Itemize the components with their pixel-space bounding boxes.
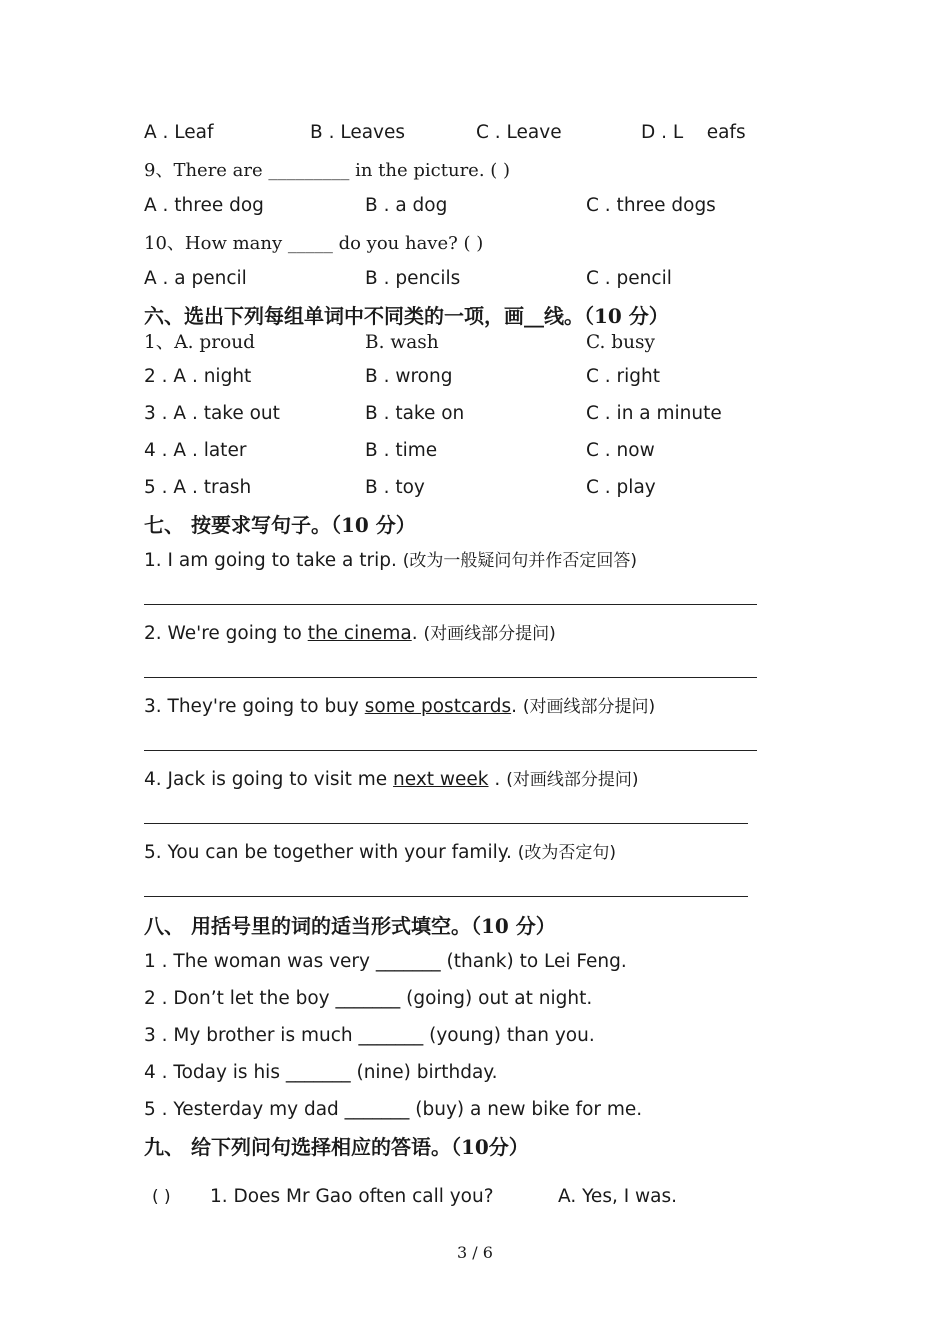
- s6-row5-b: B . toy: [365, 477, 425, 498]
- q10-option-c: C . pencil: [586, 268, 672, 289]
- s6-row5-a: 5 . A . trash: [144, 477, 252, 498]
- s7-q1-note: (改为一般疑问句并作否定回答): [402, 551, 638, 571]
- section8-title: 八、 用括号里的词的适当形式填空。（10 分）: [144, 914, 556, 938]
- s7-q2: [144, 622, 556, 646]
- s7-q2-pre: 2. We're going to: [144, 623, 308, 644]
- q8-option-b: B . Leaves: [310, 122, 406, 143]
- s7-q2-answer-line[interactable]: [144, 677, 757, 678]
- s6-row3-a: 3 . A . take out: [144, 403, 280, 424]
- s6-row1-a: 1、A. proud: [144, 332, 255, 353]
- s7-q4-underlined: next week: [393, 769, 489, 790]
- s6-row5-c: C . play: [586, 477, 656, 498]
- s6-row1-b: B. wash: [365, 332, 439, 353]
- s8-item-3: 3 . My brother is much _______ (young) than you.: [144, 1025, 595, 1046]
- q9-option-c: C . three dogs: [586, 195, 716, 216]
- s8-item-5: 5 . Yesterday my dad _______ (buy) a new bike for me.: [144, 1099, 643, 1120]
- s7-q4-answer-line[interactable]: [144, 823, 748, 824]
- s7-q3-post: .: [511, 696, 523, 717]
- s7-q1-answer-line[interactable]: [144, 604, 757, 605]
- q9-option-a: A . three dog: [144, 195, 264, 216]
- s6-row2-a: 2 . A . night: [144, 366, 252, 387]
- s7-q4-pre: 4. Jack is going to visit me: [144, 769, 394, 790]
- s7-q2-note: (对画线部分提问): [423, 624, 556, 644]
- q10-stem: 10、How many _____ do you have? ( ): [144, 233, 484, 254]
- s6-row4-a: 4 . A . later: [144, 440, 247, 461]
- q8-option-a: A . Leaf: [144, 122, 214, 143]
- s7-q2-underlined: the cinema: [307, 623, 412, 644]
- s9-q1-answer-blank[interactable]: ( ): [152, 1187, 171, 1207]
- section9-title: 九、 给下列问句选择相应的答语。（10分）: [144, 1135, 529, 1159]
- s7-q5-text: 5. You can be together with your family.: [144, 842, 518, 863]
- page-number: 3 / 6: [457, 1243, 493, 1262]
- s7-q1: [144, 549, 637, 573]
- s6-row1-c: C. busy: [586, 332, 655, 353]
- s7-q4: [144, 768, 638, 792]
- s7-q1-text: 1. I am going to take a trip.: [144, 550, 403, 571]
- s7-q4-post: .: [488, 769, 507, 790]
- s7-q3-answer-line[interactable]: [144, 750, 757, 751]
- q8-option-c: C . Leave: [476, 122, 562, 143]
- s6-row3-b: B . take on: [365, 403, 465, 424]
- s7-q5-answer-line[interactable]: [144, 896, 748, 897]
- s9-q1-question: 1. Does Mr Gao often call you?: [210, 1186, 494, 1207]
- s6-row2-b: B . wrong: [365, 366, 453, 387]
- s7-q3-underlined: some postcards: [364, 696, 512, 717]
- s7-q5: [144, 841, 616, 865]
- s8-item-2: 2 . Don’t let the boy _______ (going) out at night.: [144, 988, 593, 1009]
- s6-row4-c: C . now: [586, 440, 655, 461]
- section6-title: 六、选出下列每组单词中不同类的一项，画__线。（10 分）: [144, 304, 669, 328]
- q9-stem: 9、There are _________ in the picture. ( ): [144, 160, 511, 181]
- s7-q3-note: (对画线部分提问): [522, 697, 656, 717]
- s6-row4-b: B . time: [365, 440, 438, 461]
- s7-q5-note: (改为否定句): [517, 843, 617, 863]
- s7-q2-post: .: [411, 623, 424, 644]
- s9-q1-choice-a: A. Yes, I was.: [558, 1186, 678, 1207]
- s7-q4-note: (对画线部分提问): [506, 770, 639, 790]
- s6-row2-c: C . right: [586, 366, 661, 387]
- q9-option-b: B . a dog: [365, 195, 448, 216]
- q8-option-d: D . L eafs: [641, 122, 746, 143]
- s7-q3-pre: 3. They're going to buy: [144, 696, 365, 717]
- q10-option-a: A . a pencil: [144, 268, 247, 289]
- section7-title: 七、 按要求写句子。（10 分）: [144, 513, 416, 537]
- q10-option-b: B . pencils: [365, 268, 461, 289]
- s8-item-1: 1 . The woman was very _______ (thank) to Lei Feng.: [144, 951, 627, 972]
- s8-item-4: 4 . Today is his _______ (nine) birthday.: [144, 1062, 498, 1083]
- s7-q3: [144, 695, 655, 719]
- s6-row3-c: C . in a minute: [586, 403, 722, 424]
